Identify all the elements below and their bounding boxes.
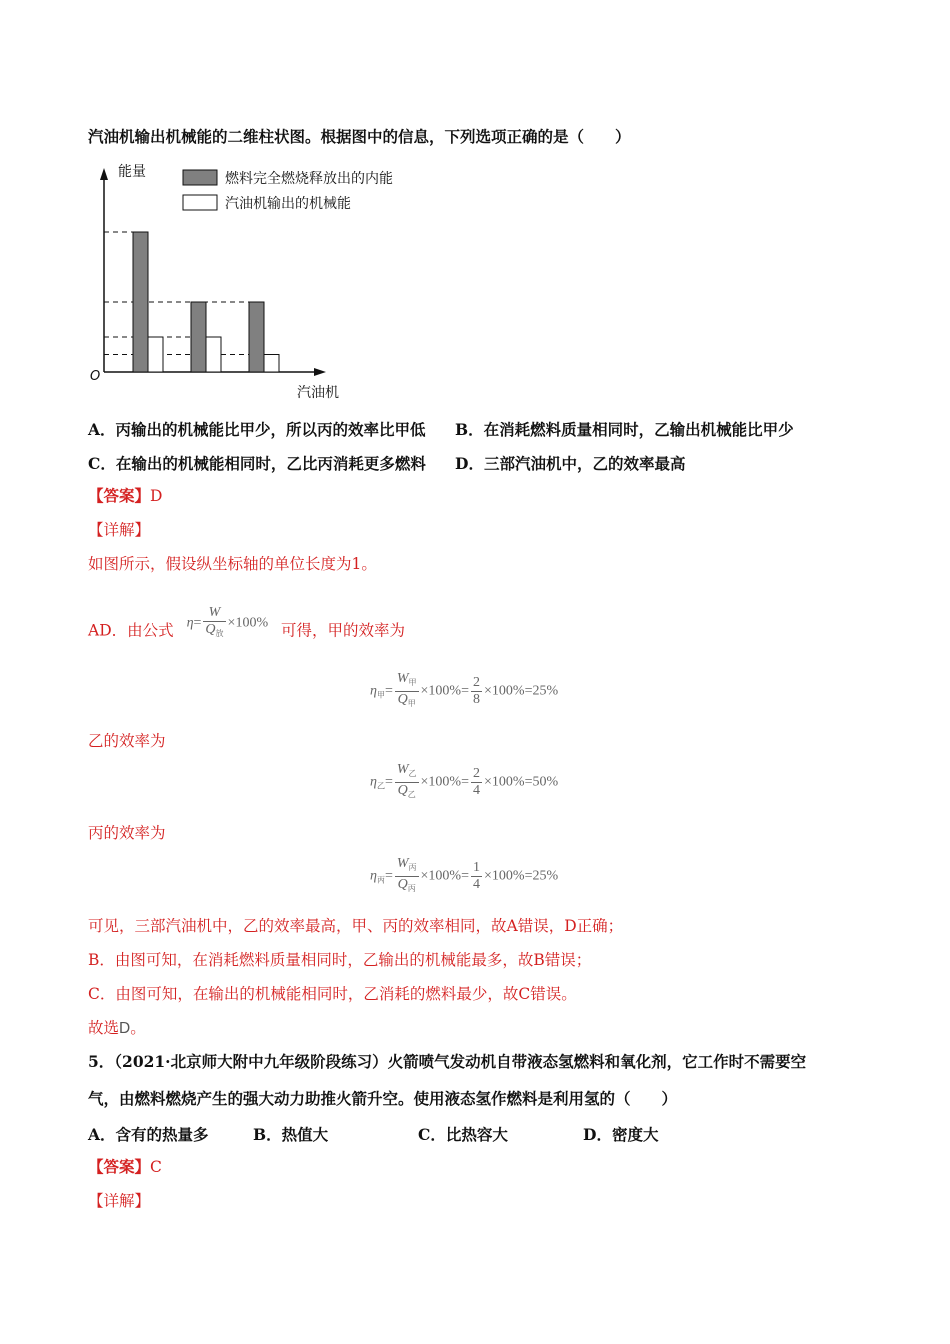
q4-option-c: C．在输出的机械能相同时，乙比丙消耗更多燃料 [88, 454, 426, 473]
legend-label-0: 燃料完全燃烧释放出的内能 [225, 171, 393, 187]
formula-sub-fang: 放 [215, 629, 224, 638]
line2-prefix: AD．由公式 [88, 621, 174, 640]
y-axis-arrow [100, 168, 108, 180]
formula-eq: = [193, 615, 202, 631]
q5-answer-tag: 【答案】 [88, 1157, 151, 1176]
bar-乙-internal-energy [191, 302, 206, 372]
yi-label: 乙的效率为 [88, 732, 166, 750]
q5-answer-value: C [150, 1158, 162, 1176]
q5-stem-line2: 气，由燃料燃烧产生的强大动力助推火箭升空。使用液态氢作燃料是利用氢的（ ） [88, 1089, 678, 1108]
q4-answer [88, 486, 162, 506]
question-intro: 汽油机输出机械能的二维柱状图。根据图中的信息，下列选项正确的是（ ） [88, 127, 631, 146]
legend-swatch-0 [183, 170, 217, 185]
final-prefix: 故选 [88, 1019, 120, 1037]
x-axis-arrow [314, 368, 326, 376]
q5-option-d: D．密度大 [583, 1125, 659, 1144]
legend-label-1: 汽油机输出的机械能 [225, 196, 351, 212]
q5-answer [88, 1157, 162, 1177]
eta-jia-equation: $\eta_甲=$ $\frac{W_甲}{Q_甲}$ ×100%= $\frac{2}{8}$ ×100%=25% [370, 671, 559, 708]
formula-fraction [203, 605, 225, 642]
x-axis-label: 汽油机 [297, 385, 339, 401]
q5-stem-line1: 5．（2021·北京师大附中九年级阶段练习）火箭喷气发动机自带液态氢燃料和氧化剂，它工作时不需要空 [88, 1052, 807, 1071]
q4-detail-line1: 如图所示，假设纵坐标轴的单位长度为1。 [88, 555, 377, 573]
formula-eta: η [186, 615, 194, 631]
q5-option-a: A．含有的热量多 [88, 1125, 209, 1144]
q4-option-b: B．在消耗燃料质量相同时，乙输出机械能比甲少 [455, 420, 794, 439]
bing-label: 丙的效率为 [88, 824, 166, 842]
energy-bar-chart [82, 160, 442, 405]
formula-q: Q [205, 622, 216, 637]
line2-suffix: 可得，甲的效率为 [281, 621, 406, 640]
formula-times100: ×100% [227, 615, 269, 631]
final-choice [88, 1018, 146, 1039]
conclusion-1: 可见，三部汽油机中，乙的效率最高，甲、丙的效率相同，故A错误，D正确； [88, 917, 624, 935]
q5-detail-tag: 【详解】 [88, 1192, 151, 1210]
chart-bars [133, 232, 279, 372]
q4-detail-line2 [88, 605, 406, 650]
conclusion-3: C．由图可知，在输出的机械能相同时，乙消耗的燃料最少，故C错误。 [88, 985, 577, 1003]
q4-detail-tag: 【详解】 [88, 521, 151, 539]
bar-丙-mechanical-energy [264, 355, 279, 373]
conclusion-2: B．由图可知，在消耗燃料质量相同时，乙输出的机械能最多，故B错误； [88, 951, 592, 969]
q4-option-d: D．三部汽油机中，乙的效率最高 [455, 454, 686, 473]
bar-丙-internal-energy [249, 302, 264, 372]
final-letter: D [119, 1020, 131, 1037]
q5-option-b: B．热值大 [253, 1125, 329, 1144]
chart-legend [183, 170, 393, 212]
legend-swatch-1 [183, 195, 217, 210]
final-suffix: 。 [130, 1019, 146, 1037]
efficiency-formula [187, 605, 269, 642]
answer-tag: 【答案】 [88, 486, 151, 505]
bar-甲-mechanical-energy [148, 337, 163, 372]
eta-yi-equation: $\eta_乙=$ $\frac{W_乙}{Q_乙}$ ×100%= $\frac{2}{4}$ ×100%=50% [370, 762, 559, 799]
q4-option-a: A．丙输出的机械能比甲少，所以丙的效率比甲低 [88, 420, 426, 439]
bar-甲-internal-energy [133, 232, 148, 372]
bar-乙-mechanical-energy [206, 337, 221, 372]
q5-option-c: C．比热容大 [418, 1125, 508, 1144]
formula-w: W [203, 605, 225, 622]
answer-value: D [150, 487, 163, 505]
origin-label: O [90, 369, 101, 384]
eta-bing-equation: $\eta_丙=$ $\frac{W_丙}{Q_丙}$ ×100%= $\frac{1}{4}$ ×100%=25% [370, 856, 559, 893]
y-axis-label: 能量 [118, 164, 146, 180]
